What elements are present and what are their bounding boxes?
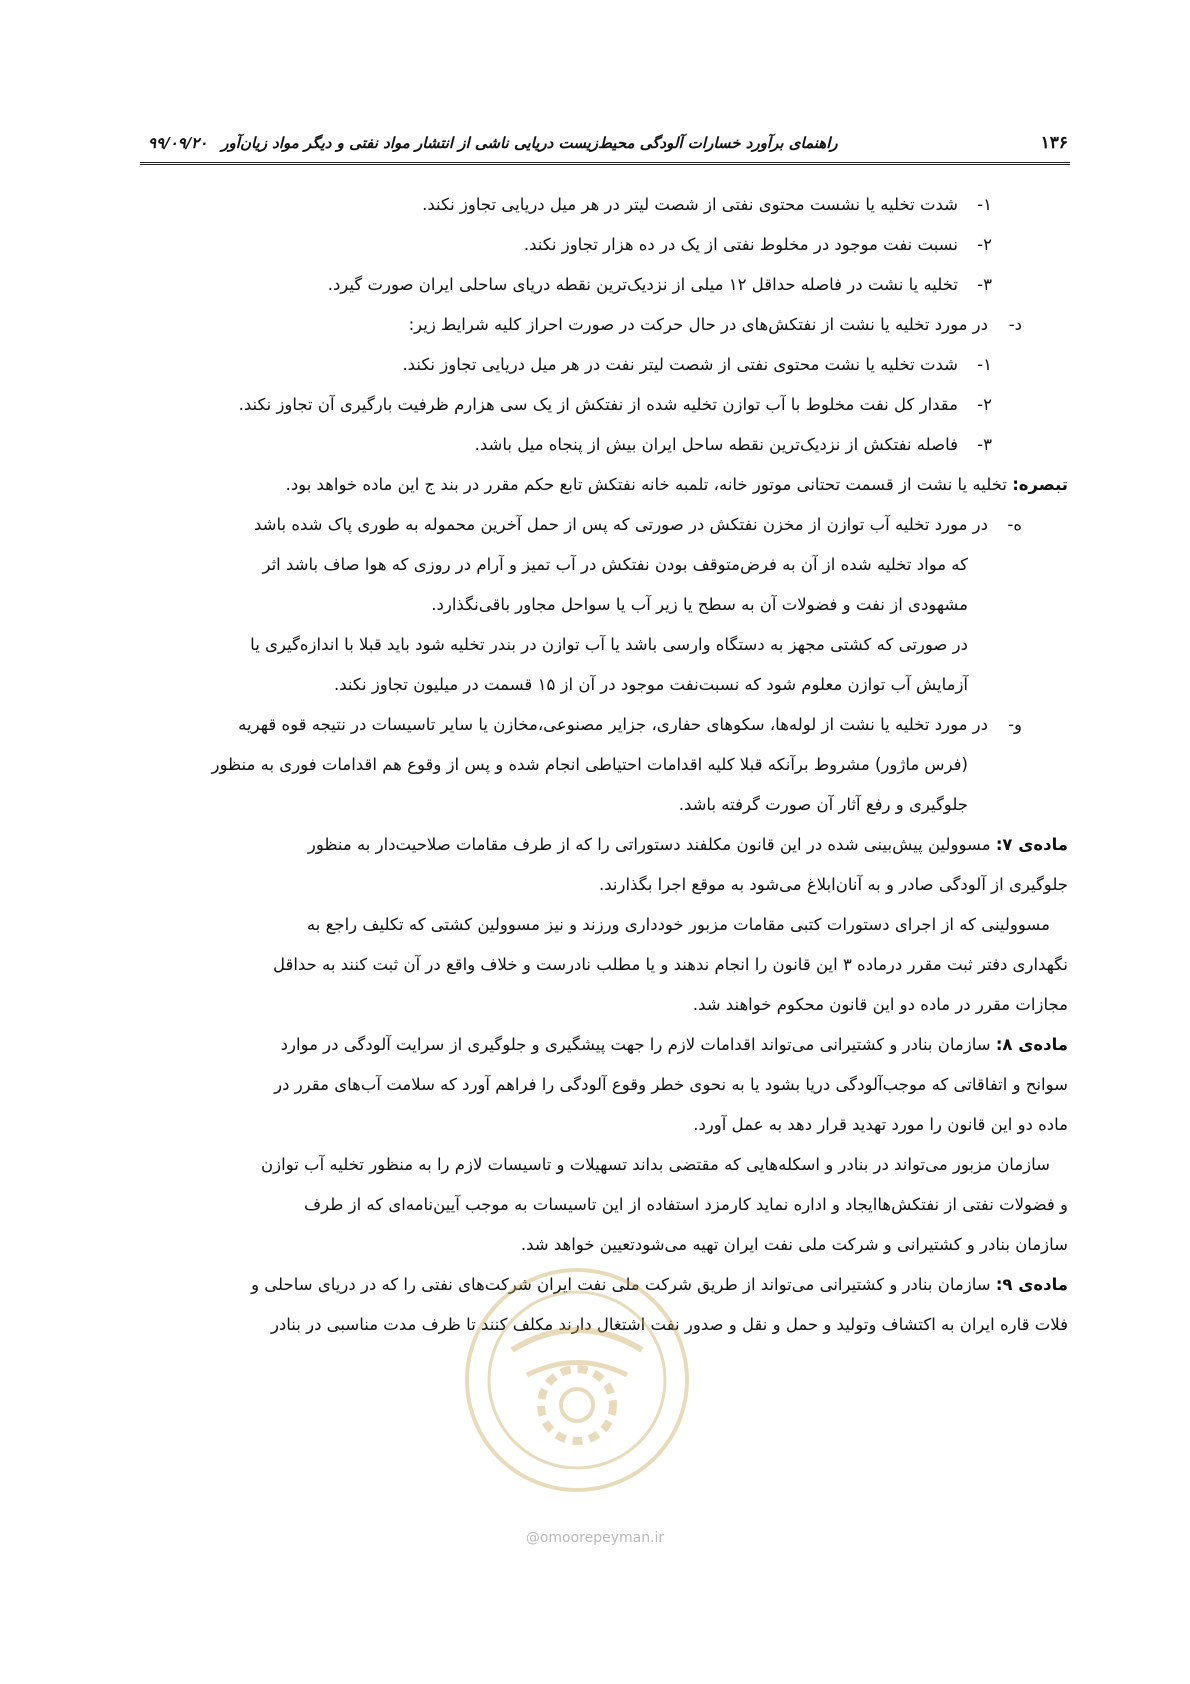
header-divider [140,162,1070,165]
page-number: ۱۳۶ [1040,133,1068,153]
item-marker: ۲- [977,235,992,254]
list-item [140,385,1068,425]
article-text: مسوولین پیش‌بینی شده در این قانون مکلفند دستوراتی را که از طرف مقامات صلاحیت‌دار به منظور [307,835,991,854]
article-7-line [140,825,1068,865]
clause-he-line: مشهودی از نفت و فضولات آن به سطح یا زیر آب یا سواحل مجاور باقی‌نگذارد. [431,595,968,614]
article-label: ماده‌ی ۸: [995,1035,1068,1054]
page-header [148,128,1068,158]
article-8-line [140,1025,1068,1065]
item-marker: ۱- [977,355,992,374]
clause-vav-line [140,705,1068,745]
item-marker: ۲- [977,395,992,414]
item-text: فاصله نفتکش از نزدیک‌ترین نقطه ساحل ایران بیش از پنجاه میل باشد. [474,435,958,454]
item-text: مقدار کل نفت مخلوط با آب توازن تخلیه شده از نفتکش از یک سی هزارم ظرفیت بارگیری آن تجاوز نکند. [238,395,958,414]
clause-he-line: که مواد تخلیه شده از آن به فرض‌متوقف بودن نفتکش در آب تمیز و آرام در روزی که هوا صاف باشد اثر [262,555,968,574]
article-7-line: مسوولینی که از اجرای دستورات کتبی مقامات مزبور خودداری ورزند و نیز مسوولین کشتی که تکلیف راجع به [306,915,1050,934]
list-item [140,225,1068,265]
item-marker: د- [1008,315,1022,334]
list-item [140,185,1068,225]
list-item [140,345,1068,385]
item-marker: ۳- [977,275,992,294]
clause-d [140,305,1068,345]
item-text: تخلیه یا نشت در فاصله حداقل ۱۲ میلی از نزدیک‌ترین نقطه دریای ساحلی ایران صورت گیرد. [327,275,958,294]
document-body [140,185,1068,1345]
item-text: شدت تخلیه یا نشست محتوی نفتی از شصت لیتر در هر میل دریایی تجاوز نکند. [422,195,958,214]
item-marker: ه- [1007,515,1022,534]
article-7-line: جلوگیری از آلودگی صادر و به آنان‌ابلاغ می‌شود به موقع اجرا بگذارند. [599,875,1068,894]
list-item [140,425,1068,465]
article-8-line: سازمان بنادر و کشتیرانی و شرکت ملی نفت ایران تهیه می‌شودتعیین خواهد شد. [520,1235,1068,1254]
article-8-line: ماده دو این قانون را مورد تهدید قرار دهد به عمل آورد. [693,1115,1068,1134]
article-7-line: مجازات مقرر در ماده دو این قانون محکوم خواهند شد. [692,995,1068,1014]
item-marker: ۱- [977,195,992,214]
article-8-line: سوانح و اتفاقاتی که موجب‌آلودگی دریا بشود یا به نحوی خطر وقوع آلودگی را فراهم آورد که سلامت آب‌های مقرر در [274,1075,1068,1094]
clause-vav-line: (فرس ماژور) مشروط بر‌آنکه قبلا کلیه اقدامات احتیاطی انجام شده و پس از وقوع هم اقدامات فوری به منظور [211,755,968,774]
article-text: سازمان بنادر و کشتیرانی می‌تواند اقدامات لازم را جهت پیشگیری و جلوگیری از سرایت آلودگی در موارد [280,1035,991,1054]
clause-he-line: در صورتی که کشتی مجهز به دستگاه وارسی باشد یا آب توازن در بندر تخلیه شود باید قبلا با اندازه‌گیری یا [250,635,968,654]
item-text: شدت تخلیه یا نشت محتوی نفتی از شصت لیتر نفت در هر میل دریایی تجاوز نکند. [402,355,958,374]
watermark-site-text: @omoorepeyman.ir [525,1530,665,1546]
clause-he-line [140,505,1068,545]
header-date: ۹۹/۰۹/۲۰ [148,134,208,152]
clause-text: در مورد تخلیه آب توازن از مخزن نفتکش در صورتی که پس از حمل آخرین محموله به طوری پاک شده باشد [253,515,988,534]
clause-text: در مورد تخلیه یا نشت از لوله‌ها، سکوهای حفاری، جزایر مصنوعی،مخازن یا سایر تاسیسات در نتیجه قوه قهریه [238,715,988,734]
article-9-line [140,1265,1068,1305]
item-text: نسبت نفت موجود در مخلوط نفتی از یک در ده هزار تجاوز نکند. [523,235,958,254]
article-9-line: فلات قاره ایران به اکتشاف وتولید و حمل و نقل و صدور نفت اشتغال دارند مکلف کنند تا ظرف مدت مناسبی در بنادر [270,1315,1068,1334]
article-8-line: و فضولات نفتی از نفتکش‌هاایجاد و اداره نماید کارمزد استفاده از این تاسیسات به موجب آیین‌نامه‌ای که از طرف [304,1195,1068,1214]
item-marker: ۳- [977,435,992,454]
article-text: سازمان بنادر و کشتیرانی می‌تواند از طریق شرکت ملی نفت ایران شرکت‌های نفتی را که در دریای ساحلی و [251,1275,991,1294]
article-8-line: سازمان مزبور می‌تواند در بنادر و اسکله‌هایی که مقتضی بداند تسهیلات و تاسیسات لازم را به منظور تخلیه آب توازن [261,1155,1050,1174]
clause-vav-line: جلوگیری و رفع آثار آن صورت گرفته باشد. [678,795,968,814]
article-label: ماده‌ی ۹: [995,1275,1068,1294]
article-label: ماده‌ی ۷: [995,835,1068,854]
note-label: تبصره: [1012,475,1068,494]
note-text: تخلیه یا نشت از قسمت تحتانی موتور خانه، تلمبه خانه نفتکش تابع حکم مقرر در بند ج این ماده خواهد بود. [285,475,1007,494]
note-paragraph [140,465,1068,505]
article-7-line: نگهداری دفتر ثبت مقرر درماده ۳ این قانون را انجام ندهند و یا مطلب نادرست و خلاف واقع در آن ثبت کنند به حداقل [272,955,1068,974]
item-text: در مورد تخلیه یا نشت از نفتکش‌های در حال حرکت در صورت احراز کلیه شرایط زیر: [408,315,988,334]
clause-he-line: آزمایش آب توازن معلوم شود که نسبت‌نفت موجود در آن از ۱۵ قسمت در میلیون تجاوز نکند. [333,675,968,694]
list-item [140,265,1068,305]
header-title: راهنمای برآورد خسارات آلودگی محیط‌زیست دریایی ناشی از انتشار مواد نفتی و دیگر مواد زیان‌آور [221,134,838,152]
item-marker: و- [1008,715,1022,734]
header-title-group [148,134,838,152]
